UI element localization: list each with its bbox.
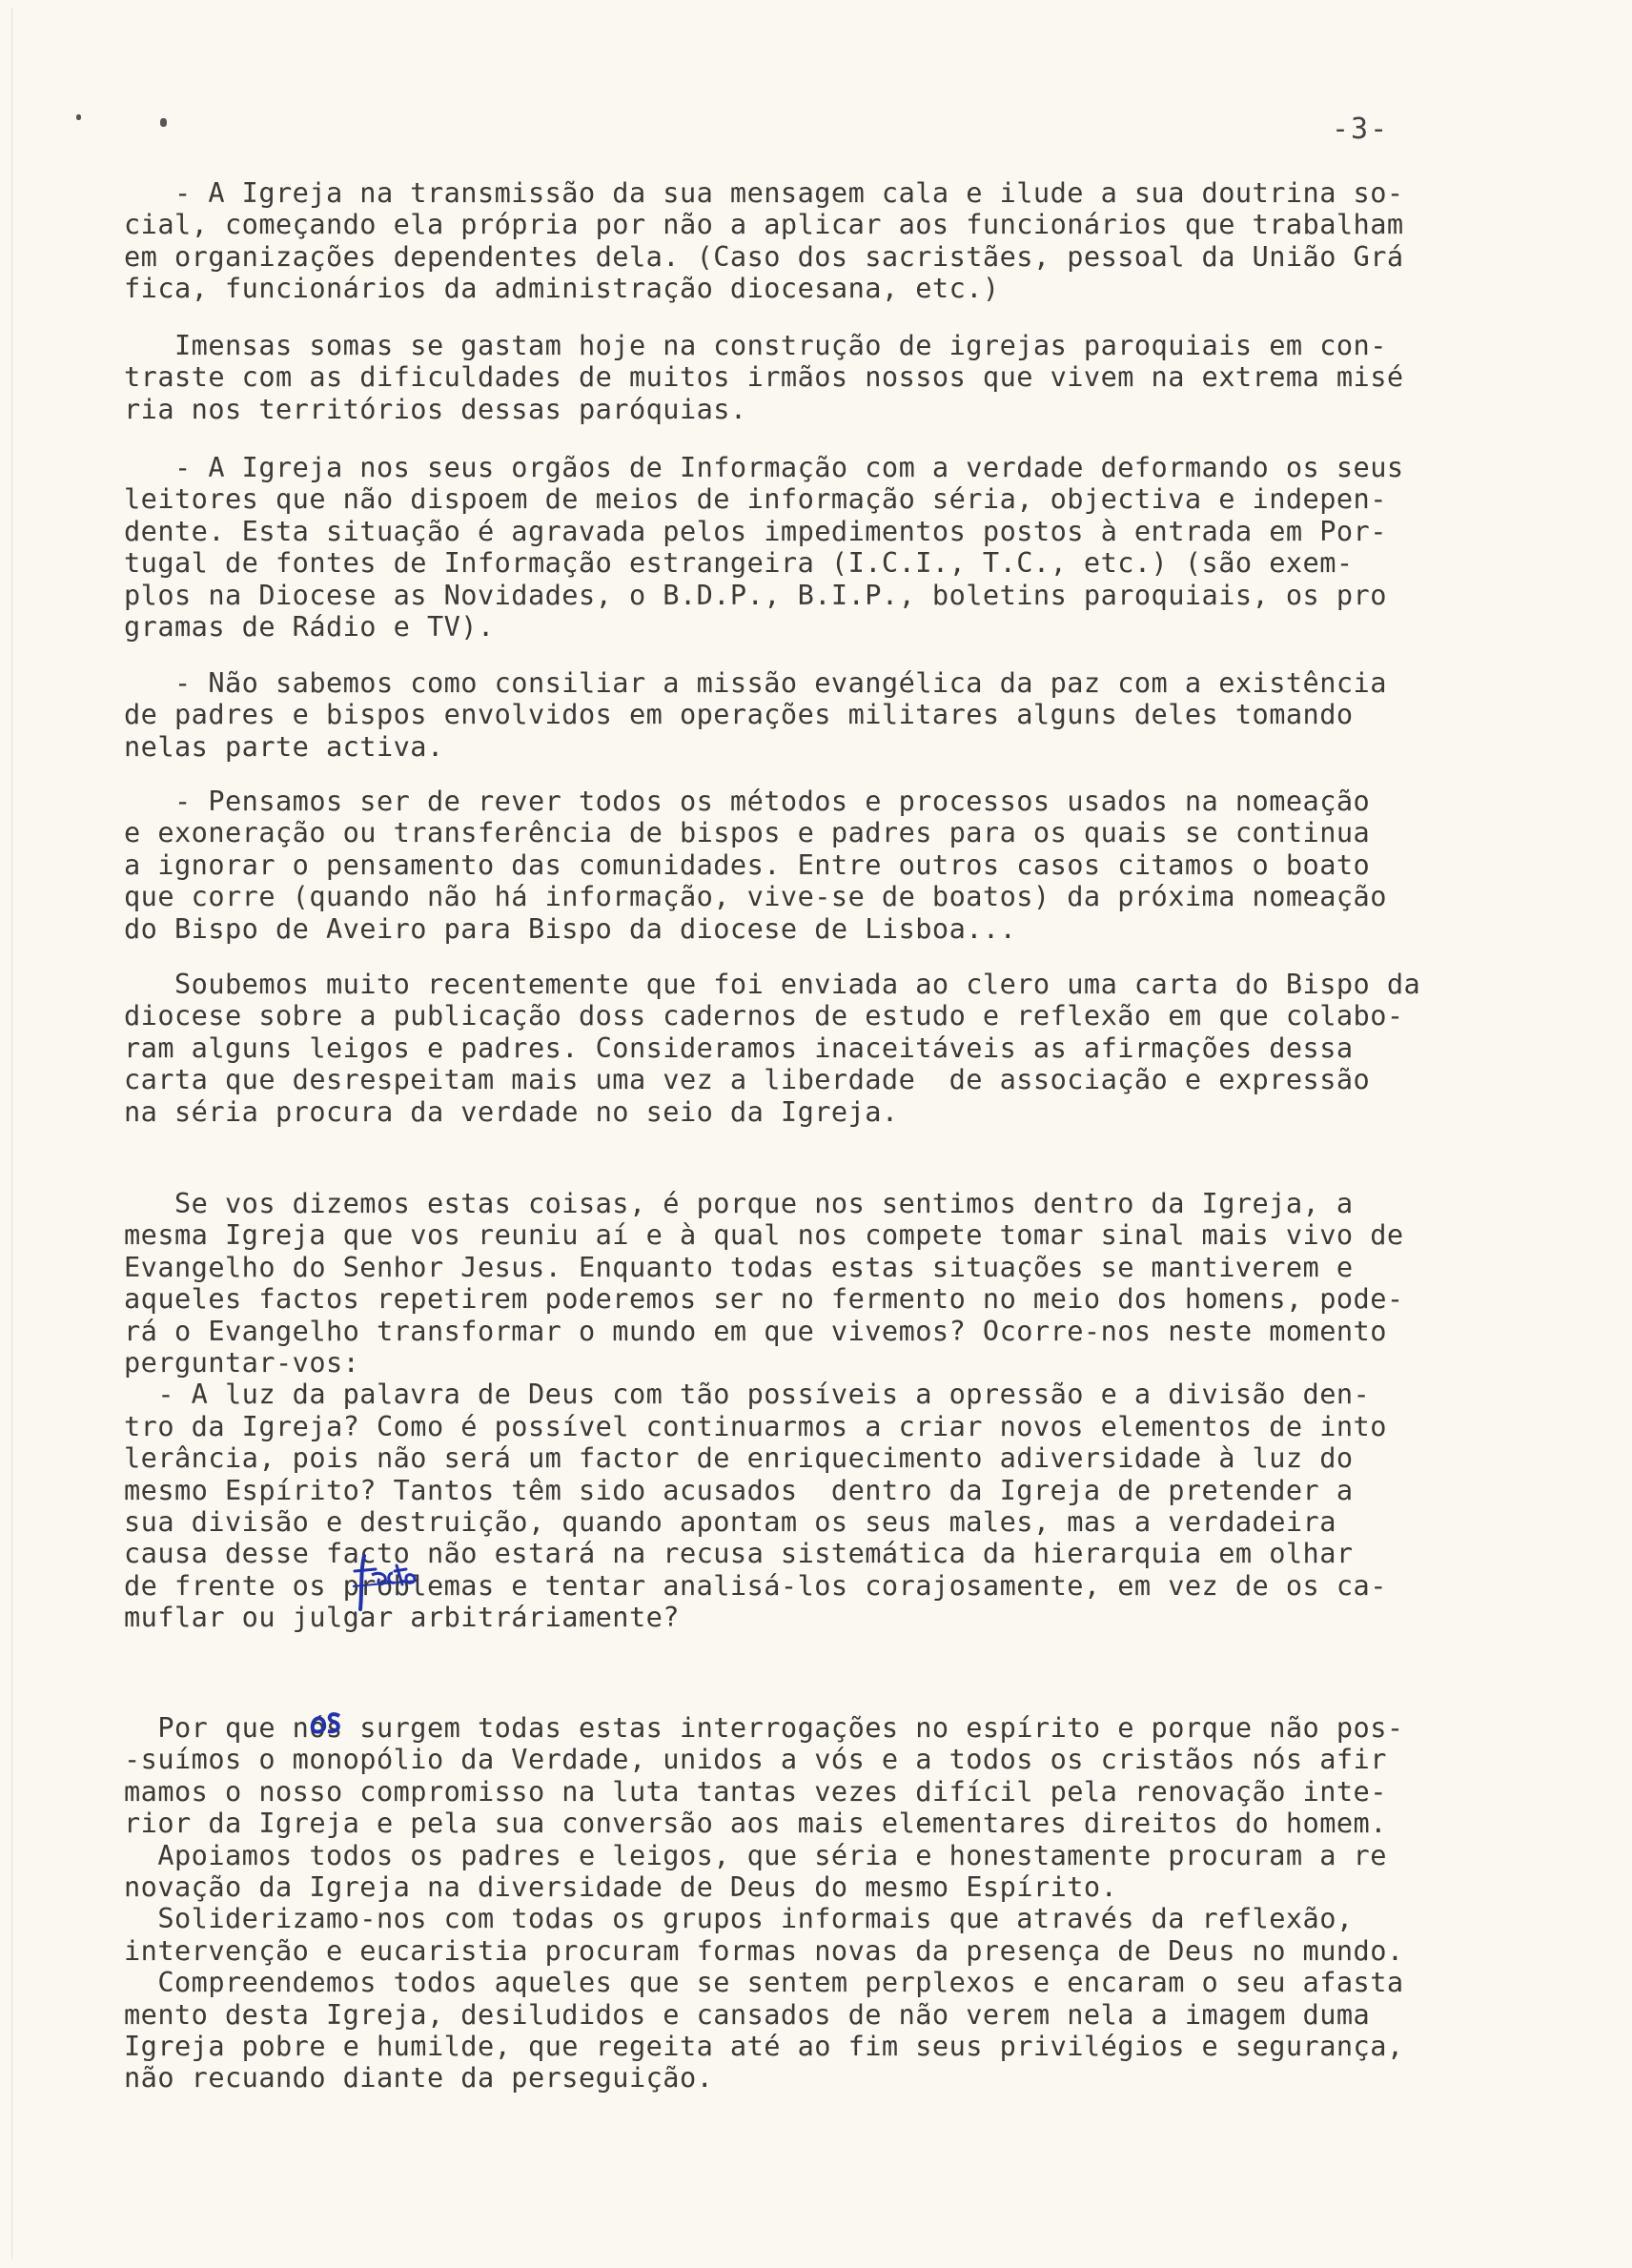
text-line: fica, funcionários da administração diocesana, etc.) xyxy=(124,272,1000,305)
text-line: mamos o nosso compromisso na luta tantas vezes difícil pela renovação inte- xyxy=(124,1774,1387,1808)
text-line: mesma Igreja que vos reuniu aí e à qual nos compete tomar sinal mais vivo de xyxy=(124,1218,1404,1252)
text-line: Evangelho do Senhor Jesus. Enquanto todas estas situações se mantiverem e xyxy=(124,1250,1354,1283)
punch-mark xyxy=(76,114,81,120)
punch-mark xyxy=(160,118,167,127)
text-line: leitores que não dispoem de meios de informação séria, objectiva e indepen- xyxy=(124,482,1387,516)
text-line: na séria procura da verdade no seio da Igreja. xyxy=(124,1094,899,1128)
text-line: - Não sabemos como consiliar a missão evangélica da paz com a existência xyxy=(124,666,1387,699)
text-line: ria nos territórios dessas paróquias. xyxy=(124,392,747,425)
text-line: - A Igreja na transmissão da sua mensagem cala e ilude a sua doutrina so- xyxy=(124,176,1404,209)
text-line: plos na Diocese as Novidades, o B.D.P., B.I.P., boletins paroquiais, os pro xyxy=(124,578,1387,611)
paragraph-carta-bispo xyxy=(124,969,1573,1128)
text-line: não recuando diante da perseguição. xyxy=(124,2061,714,2094)
text-line: rá o Evangelho transformar o mundo em que vivemos? Ocorre-nos neste momento xyxy=(124,1314,1387,1347)
text-line: sua divisão e destruição, quando apontam os seus males, mas a verdadeira xyxy=(124,1505,1336,1539)
text-line: - Pensamos ser de rever todos os métodos e processos usados na nomeação xyxy=(124,785,1371,817)
paragraph-nomeacao-bispos xyxy=(124,786,1573,945)
text-line: aqueles factos repetirem poderemos ser no fermento no meio dos homens, pode- xyxy=(124,1282,1404,1316)
text-line: mento desta Igreja, desiludidos e cansados de não verem nela a imagem duma xyxy=(124,1997,1371,2031)
text-line: carta que desrespeitam mais uma vez a liberdade de associação e expressão xyxy=(124,1063,1371,1096)
text-line: muflar ou julgar arbitráriamente? xyxy=(124,1601,680,1634)
text-line: tro da Igreja? Como é possível continuarmos a criar novos elementos de into xyxy=(124,1409,1387,1442)
text-line: ram alguns leigos e padres. Consideramos inaceitáveis as afirmações dessa xyxy=(124,1031,1354,1064)
paragraph-missao-evangelica xyxy=(124,667,1573,763)
text-line: Por que nós surgem todas estas interrogações no espírito e porque não pos- xyxy=(124,1711,1404,1744)
paragraph-imensas-somas xyxy=(124,330,1573,425)
text-line: perguntar-vos: xyxy=(124,1346,360,1379)
page-number: -3- xyxy=(1332,112,1390,146)
text-line: Imensas somas se gastam hoje na construção de igrejas paroquiais em con- xyxy=(124,329,1387,361)
text-line: e exoneração ou transferência de bispos e padres para os quais se continua xyxy=(124,816,1371,849)
text-line: traste com as dificuldades de muitos irmãos nossos que vivem na extrema misé xyxy=(124,360,1404,394)
text-line: do Bispo de Aveiro para Bispo da diocese de Lisboa... xyxy=(124,911,1017,945)
text-line: Igreja pobre e humilde, que regeita até ao fim seus privilégios e segurança, xyxy=(124,2030,1404,2063)
text-line: nelas parte activa. xyxy=(124,729,444,763)
text-line: -suímos o monopólio da Verdade, unidos a vós e a todos os cristãos nós afir xyxy=(124,1743,1387,1776)
text-line: lerância, pois não será um factor de enriquecimento adiversidade à luz do xyxy=(124,1441,1354,1475)
text-line: Soliderizamo-nos com todas os grupos informais que através da reflexão, xyxy=(124,1902,1354,1935)
text-line: mesmo Espírito? Tantos têm sido acusados dentro da Igreja de pretender a xyxy=(124,1473,1354,1506)
text-line: a ignorar o pensamento das comunidades. Entre outros casos citamos o boato xyxy=(124,848,1371,881)
text-line: Compreendemos todos aqueles que se sentem perplexos e encaram o seu afasta xyxy=(124,1966,1404,1999)
text-line: - A Igreja nos seus orgãos de Informação com a verdade deformando os seus xyxy=(124,451,1404,483)
text-line: de padres e bispos envolvidos em operações militares alguns deles tomando xyxy=(124,698,1354,731)
text-line: novação da Igreja na diversidade de Deus do mesmo Espírito. xyxy=(124,1870,1118,1904)
text-line: diocese sobre a publicação doss cadernos de estudo e reflexão em que colabo- xyxy=(124,999,1404,1032)
text-line: intervenção e eucaristia procuram formas novas da presença de Deus no mundo. xyxy=(124,1933,1404,1967)
text-line: causa desse facto não estará na recusa sistemática da hierarquia em olhar xyxy=(124,1537,1354,1570)
handwritten-correction-mark xyxy=(351,1552,419,1613)
handwritten-correction-mark xyxy=(307,1705,345,1737)
text-line: Soubemos muito recentemente que foi enviada ao clero uma carta do Bispo da xyxy=(124,968,1421,1000)
text-line: gramas de Rádio e TV). xyxy=(124,610,495,644)
text-line: em organizações dependentes dela. (Caso dos sacristães, pessoal da União Grá xyxy=(124,239,1404,273)
paragraph-interrogacoes xyxy=(124,1712,1573,2094)
paragraph-dentro-da-igreja xyxy=(124,1188,1573,1634)
text-line: dente. Esta situação é agravada pelos impedimentos postos à entrada em Por- xyxy=(124,514,1387,547)
text-line: que corre (quando não há informação, vive-se de boatos) da próxima nomeação xyxy=(124,880,1387,913)
text-line: - A luz da palavra de Deus com tão possíveis a opressão e a divisão den- xyxy=(124,1378,1371,1411)
text-line: rior da Igreja e pela sua conversão aos mais elementares direitos do homem. xyxy=(124,1807,1387,1840)
text-line: Apoiamos todos os padres e leigos, que séria e honestamente procuram a re xyxy=(124,1838,1387,1871)
text-line: cial, começando ela própria por não a aplicar aos funcionários que trabalham xyxy=(124,208,1404,241)
paragraph-orgaos-informacao xyxy=(124,452,1573,643)
text-line: Se vos dizemos estas coisas, é porque nos sentimos dentro da Igreja, a xyxy=(124,1187,1354,1219)
text-line: tugal de fontes de Informação estrangeira (I.C.I., T.C., etc.) (são exem- xyxy=(124,546,1354,580)
paragraph-igreja-transmissao xyxy=(124,177,1573,305)
text-line: de frente os problemas e tentar analisá-los corajosamente, em vez de os ca- xyxy=(124,1568,1387,1602)
